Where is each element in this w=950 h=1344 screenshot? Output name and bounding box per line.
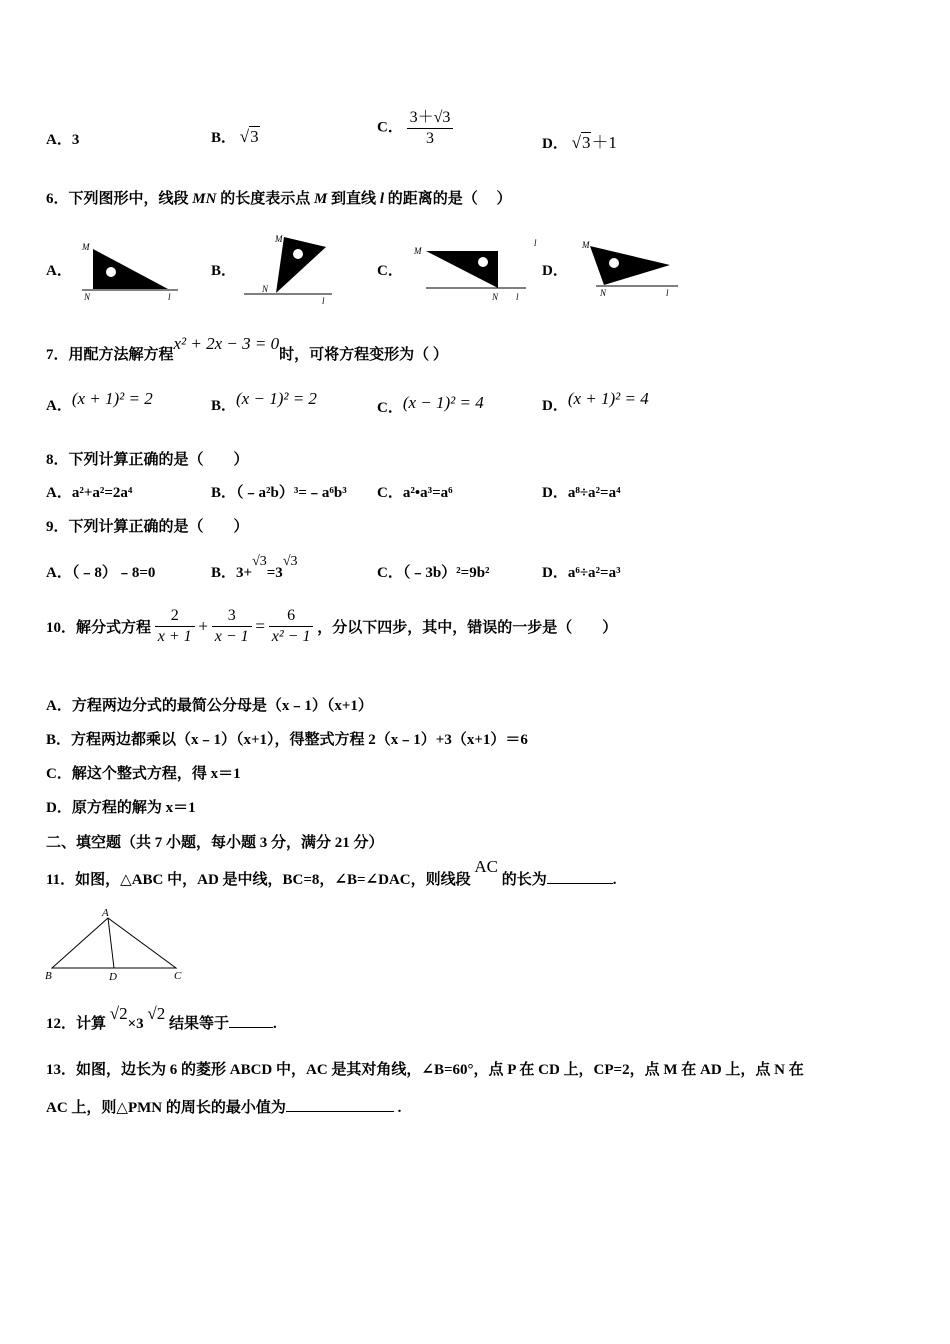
- q6-figure-c: [410, 236, 540, 302]
- stem-text: 6．下列图形中，线段: [46, 191, 193, 207]
- q9-option-b: [211, 554, 298, 582]
- label-l: l: [322, 296, 325, 306]
- q8-option-d: D．a⁸÷a²=a⁴: [542, 485, 621, 501]
- label-c: C: [174, 970, 182, 982]
- segment-ac: AC: [474, 857, 498, 876]
- q7-option-a: [46, 389, 153, 415]
- radical-superscript: √3: [252, 554, 267, 569]
- plus-sign: +: [198, 616, 209, 636]
- sqrt-expression: [240, 126, 260, 146]
- q7-option-c: [377, 393, 484, 417]
- q11-stem: [46, 857, 617, 889]
- q6-option-b-label: B．: [211, 263, 237, 279]
- stem-text: 到直线: [327, 191, 380, 207]
- option-label: C．: [377, 400, 403, 416]
- line-l: l: [379, 191, 384, 207]
- label-m: M: [275, 234, 283, 244]
- numerator: 6: [269, 607, 314, 627]
- q9-option-d: D．a⁶÷a²=a³: [542, 565, 621, 581]
- equals-sign: =: [255, 616, 266, 636]
- label-b: B: [45, 970, 52, 982]
- q10-stem: [46, 607, 617, 646]
- fraction-2: [212, 607, 252, 646]
- radical-2: √2: [147, 1004, 166, 1023]
- triangle-hole: [106, 267, 116, 277]
- option-label: A．: [46, 398, 72, 414]
- stem-text: .: [612, 872, 617, 888]
- triangle-abc: [52, 918, 176, 968]
- label-n: N: [600, 288, 607, 298]
- label-n: N: [84, 292, 91, 302]
- option-expression: (x + 1)² = 4: [567, 389, 649, 408]
- q9-stem: 9．下列计算正确的是（ ）: [46, 519, 249, 535]
- q6-option-d-label: D．: [542, 263, 568, 279]
- median-ad: [108, 918, 114, 968]
- answer-blank[interactable]: [547, 883, 613, 884]
- q9-option-c: C．（﹣3b）²=9b²: [377, 565, 490, 581]
- option-label: C．: [377, 119, 403, 136]
- stem-text: 11．如图，△ABC 中，AD 是中线，BC=8，∠B=∠DAC，则线段: [46, 872, 471, 888]
- triangle-hole: [609, 258, 619, 268]
- q8-stem: 8．下列计算正确的是（ ）: [46, 452, 249, 468]
- triangle-shape: [93, 249, 168, 289]
- q10-option-a: A．方程两边分式的最简公分母是（x﹣1）（x+1）: [46, 698, 373, 714]
- q10-option-d: D．原方程的解为 x＝1: [46, 800, 196, 816]
- fraction-3: [269, 607, 314, 646]
- option-label: D．: [542, 136, 568, 152]
- stem-text: 的长为: [501, 872, 547, 888]
- label-l: l: [516, 292, 519, 302]
- answer-blank[interactable]: [229, 1027, 273, 1028]
- option-text: B．3+: [211, 565, 253, 581]
- label-n: N: [262, 284, 269, 294]
- fraction: [407, 104, 454, 148]
- radicand: 3: [250, 127, 259, 146]
- triangle-shape: [426, 251, 498, 288]
- numerator: 2: [155, 607, 195, 627]
- q12-stem: [46, 1004, 277, 1033]
- stem-text: ，分以下四步，其中，错误的一步是（ ）: [317, 620, 618, 636]
- radicand: 3: [581, 133, 591, 152]
- radical-sign: √: [571, 133, 581, 152]
- radical-sign: √: [239, 127, 250, 146]
- label-l: l: [168, 292, 171, 302]
- q6-figure-d: [576, 236, 686, 300]
- section-title: 二、填空题（共 7 小题，每小题 3 分，满分 21 分）: [46, 835, 384, 851]
- q6-option-c-label: C．: [377, 263, 403, 279]
- stem-text: .: [273, 1016, 277, 1032]
- stem-text: 10．解分式方程: [46, 620, 152, 636]
- option-label: B．: [211, 398, 237, 414]
- q8-option-b: B．（﹣a²b）³=﹣a⁶b³: [211, 485, 347, 501]
- label-m: M: [582, 240, 590, 250]
- denominator: x + 1: [157, 628, 192, 645]
- option-expression: (x + 1)² = 2: [71, 389, 153, 408]
- stem-text: 7．用配方法解方程: [46, 347, 174, 363]
- label-l-top: l: [534, 238, 537, 248]
- option-value: 3: [71, 132, 80, 148]
- sqrt-expression: [572, 132, 617, 152]
- denominator: x² − 1: [271, 628, 311, 645]
- stem-text: ×3: [127, 1016, 144, 1032]
- q7-stem: [46, 334, 448, 364]
- q10-option-c: C．解这个整式方程，得 x＝1: [46, 766, 241, 782]
- q6-option-a-label: A．: [46, 263, 72, 279]
- expression-tail: ＋1: [591, 133, 617, 152]
- q6-figure-a: [78, 238, 188, 302]
- label-m: M: [82, 242, 90, 252]
- q10-option-b: B．方程两边都乘以（x﹣1）（x+1），得整式方程 2（x﹣1）+3（x+1）＝6: [46, 732, 528, 748]
- stem-text: AC 上，则△PMN 的周长的最小值为: [46, 1100, 286, 1116]
- stem-text: 的长度表示点: [216, 191, 314, 207]
- q13-stem-line-2: [46, 1096, 401, 1117]
- numerator: 3＋√3: [407, 104, 454, 129]
- q6-stem: [46, 187, 512, 208]
- q7-option-d: [542, 389, 649, 415]
- segment-mn: MN: [192, 191, 217, 207]
- q13-stem-line-1: 13．如图，边长为 6 的菱形 ABCD 中，AC 是其对角线，∠B=60°，点 P 在 CD 上，CP=2，点 M 在 AD 上，点 N 在: [46, 1062, 804, 1078]
- point-m: M: [313, 191, 328, 207]
- fraction-1: [155, 607, 195, 646]
- label-d: D: [109, 971, 117, 982]
- option-expression: (x − 1)² = 2: [236, 389, 317, 408]
- numerator: 3: [212, 607, 252, 627]
- answer-blank[interactable]: [286, 1111, 394, 1112]
- q8-option-a: A．a²+a²=2a⁴: [46, 485, 133, 501]
- triangle-hole: [293, 249, 303, 259]
- stem-text: 结果等于: [169, 1016, 230, 1032]
- q8-option-c: C．a²•a³=a⁶: [377, 485, 453, 501]
- q7-option-b: [211, 389, 317, 415]
- denominator: x − 1: [214, 628, 249, 645]
- label-l: l: [666, 288, 669, 298]
- option-label: D．: [542, 398, 568, 414]
- option-text: =3: [266, 565, 283, 581]
- radical-superscript: √3: [282, 554, 298, 569]
- triangle-hole: [478, 257, 488, 267]
- label-m: M: [414, 246, 422, 256]
- q5-option-c: [377, 104, 453, 148]
- option-expression: (x − 1)² = 4: [402, 393, 484, 412]
- stem-text: 的距离的是（ ）: [383, 191, 512, 207]
- q5-option-b: [211, 126, 260, 147]
- denominator: 3: [425, 130, 434, 147]
- quadratic-equation: x² + 2x − 3 = 0: [173, 334, 280, 353]
- stem-text: 12．计算: [46, 1016, 107, 1032]
- triangle-shape: [590, 246, 670, 285]
- q9-option-a: A．（﹣8）﹣8=0: [46, 565, 156, 581]
- option-label: B．: [211, 130, 237, 146]
- q6-figure-b: [242, 230, 342, 306]
- label-a: A: [102, 907, 109, 919]
- q5-option-a: [46, 128, 79, 149]
- stem-text: 时，可将方程变形为（ ）: [279, 347, 448, 363]
- triangle-shape: [276, 237, 326, 293]
- stem-text: .: [393, 1100, 402, 1116]
- option-label: A．: [46, 132, 72, 148]
- q5-option-d: [542, 128, 617, 153]
- radical-1: √2: [109, 1004, 128, 1023]
- label-n: N: [492, 292, 499, 302]
- q11-triangle-figure: [42, 906, 192, 982]
